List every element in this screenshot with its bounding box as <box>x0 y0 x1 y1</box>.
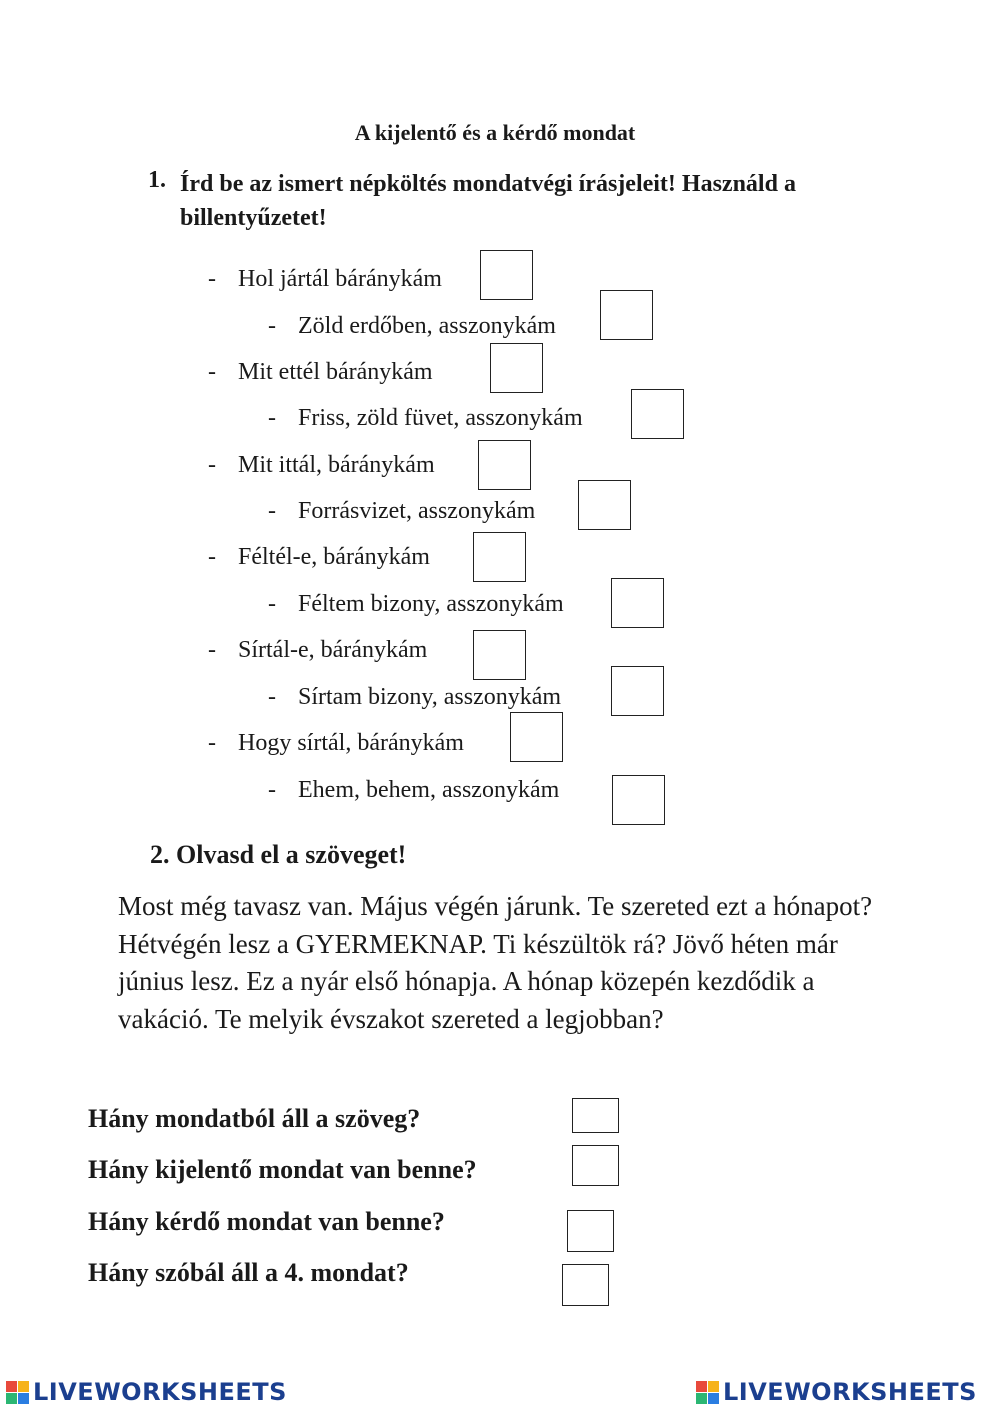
liveworksheets-logo-icon <box>696 1381 719 1404</box>
question-1: Hány mondatból áll a szöveg? <box>88 1104 421 1133</box>
question-3: Hány kérdő mondat van benne? <box>88 1207 445 1236</box>
footer-brand-right <box>696 1378 977 1406</box>
poem-line-2: - Zöld erdőben, asszonykám <box>268 313 556 339</box>
poem-line-9: - Sírtál-e, báránykám <box>208 637 428 663</box>
poem-line-5: - Mit ittál, báránykám <box>208 452 435 478</box>
footer-brand-left <box>6 1378 287 1406</box>
page-title: A kijelentő és a kérdő mondat <box>354 120 636 145</box>
answer-box-12[interactable] <box>612 775 665 825</box>
poem-line-6: - Forrásvizet, asszonykám <box>268 498 536 524</box>
poem-line-3: - Mit ettél báránykám <box>208 359 433 385</box>
liveworksheets-logo-icon <box>6 1381 29 1404</box>
poem-line-12: - Ehem, behem, asszonykám <box>268 777 560 803</box>
answer-box-q1[interactable] <box>572 1098 619 1133</box>
poem-line-1: - Hol jártál báránykám <box>208 266 442 292</box>
reading-paragraph: Most még tavasz van. Május végén járunk. Te szereted ezt a hónapot? Hétvégén lesz a GYERMEKNAP. Ti készültök rá? Jövő héten már június lesz. Ez a nyár első hónapja. A hónap közepén kezdődik a vakáció. Te melyik évszakot szereted a legjobban? <box>118 891 873 1034</box>
answer-box-2[interactable] <box>600 290 653 340</box>
brand-text: LIVEWORKSHEETS <box>723 1378 977 1406</box>
task1-instruction: Írd be az ismert népköltés mondatvégi írásjeleit! Használd a billentyűzetet! <box>180 171 796 231</box>
answer-box-4[interactable] <box>631 389 684 439</box>
answer-box-10[interactable] <box>611 666 664 716</box>
answer-box-11[interactable] <box>510 712 563 762</box>
task1-number: 1. <box>148 167 166 193</box>
answer-box-q3[interactable] <box>567 1210 614 1252</box>
answer-box-6[interactable] <box>578 480 631 530</box>
question-4: Hány szóbál áll a 4. mondat? <box>88 1258 409 1287</box>
poem-line-10: - Sírtam bizony, asszonykám <box>268 684 562 710</box>
poem-line-7: - Féltél-e, báránykám <box>208 544 430 570</box>
answer-box-9[interactable] <box>473 630 526 680</box>
question-2: Hány kijelentő mondat van benne? <box>88 1155 477 1184</box>
poem-line-11: - Hogy sírtál, báránykám <box>208 730 464 756</box>
answer-box-3[interactable] <box>490 343 543 393</box>
answer-box-q2[interactable] <box>572 1145 619 1186</box>
brand-text: LIVEWORKSHEETS <box>33 1378 287 1406</box>
answer-box-7[interactable] <box>473 532 526 582</box>
poem-line-4: - Friss, zöld füvet, asszonykám <box>268 405 583 431</box>
answer-box-5[interactable] <box>478 440 531 490</box>
task2-heading: 2. Olvasd el a szöveget! <box>150 840 407 869</box>
answer-box-8[interactable] <box>611 578 664 628</box>
poem-line-8: - Féltem bizony, asszonykám <box>268 591 564 617</box>
answer-box-1[interactable] <box>480 250 533 300</box>
answer-box-q4[interactable] <box>562 1264 609 1306</box>
